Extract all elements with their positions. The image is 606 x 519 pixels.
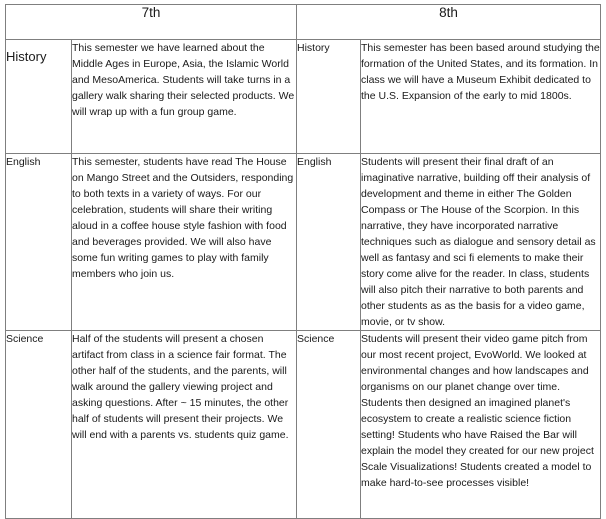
description-cell-7th-english: This semester, students have read The House on Mango Street and the Outsiders, responding to both texts in a variety of ways. For our celebration, students will share their writing aloud in a coffee house style fashion with food and beverages provided. We will also have some fun writing games to play with family members who join us. — [72, 154, 297, 331]
description-cell-8th-history: This semester has been based around studying the formation of the United States, and its formation. In class we will have a Museum Exhibit dedicated to the U.S. Expansion of the early to mid 1800s. — [361, 40, 601, 154]
grade-header-7th: 7th — [6, 5, 297, 40]
table-row-science — [6, 331, 601, 519]
subject-label: History — [6, 49, 47, 64]
header-row — [6, 5, 601, 40]
subject-cell-8th-english: English — [297, 154, 361, 331]
subject-cell-7th-english: English — [6, 154, 72, 331]
grade-header-8th: 8th — [297, 5, 601, 40]
table-row-history — [6, 40, 601, 154]
table-row-english — [6, 154, 601, 331]
description-cell-8th-science: Students will present their video game pitch from our most recent project, EvoWorld. We looked at environmental changes and how landscapes and organisms on our planet change over time. Students then designed an imagined planet's ecosystem to create a realistic science fiction setting! Students who have Raised the Bar will explain the model they created for our new project Scale Visualizations! Students created a model to make hard-to-see processes visible! — [361, 331, 601, 519]
subject-cell-7th-science: Science — [6, 331, 72, 519]
subject-cell-8th-history: History — [297, 40, 361, 154]
description-cell-7th-history: This semester we have learned about the Middle Ages in Europe, Asia, the Islamic World and MesoAmerica. Students will take turns in a gallery walk sharing their selected products. We will wrap up with a fun group game. — [72, 40, 297, 154]
description-cell-8th-english: Students will present their final draft of an imaginative narrative, building off their analysis of development and theme in either The Golden Compass or The House of the Scorpion. In this narrative, they have incorporated narrative techniques such as dialogue and sensory detail as well as fantasy and sci fi elements to make their story come alive for the reader. In class, students will also pitch their narrative to both parents and other students as as the basis for a video game, movie, or tv show. — [361, 154, 601, 331]
schedule-table — [5, 4, 601, 519]
subject-cell-7th-history — [6, 40, 72, 154]
description-cell-7th-science: Half of the students will present a chosen artifact from class in a science fair format. The other half of the students, and the parents, will walk around the gallery viewing project and asking questions. After ~ 15 minutes, the other half of students will present their projects. We will end with a parents vs. students quiz game. — [72, 331, 297, 519]
subject-cell-8th-science: Science — [297, 331, 361, 519]
